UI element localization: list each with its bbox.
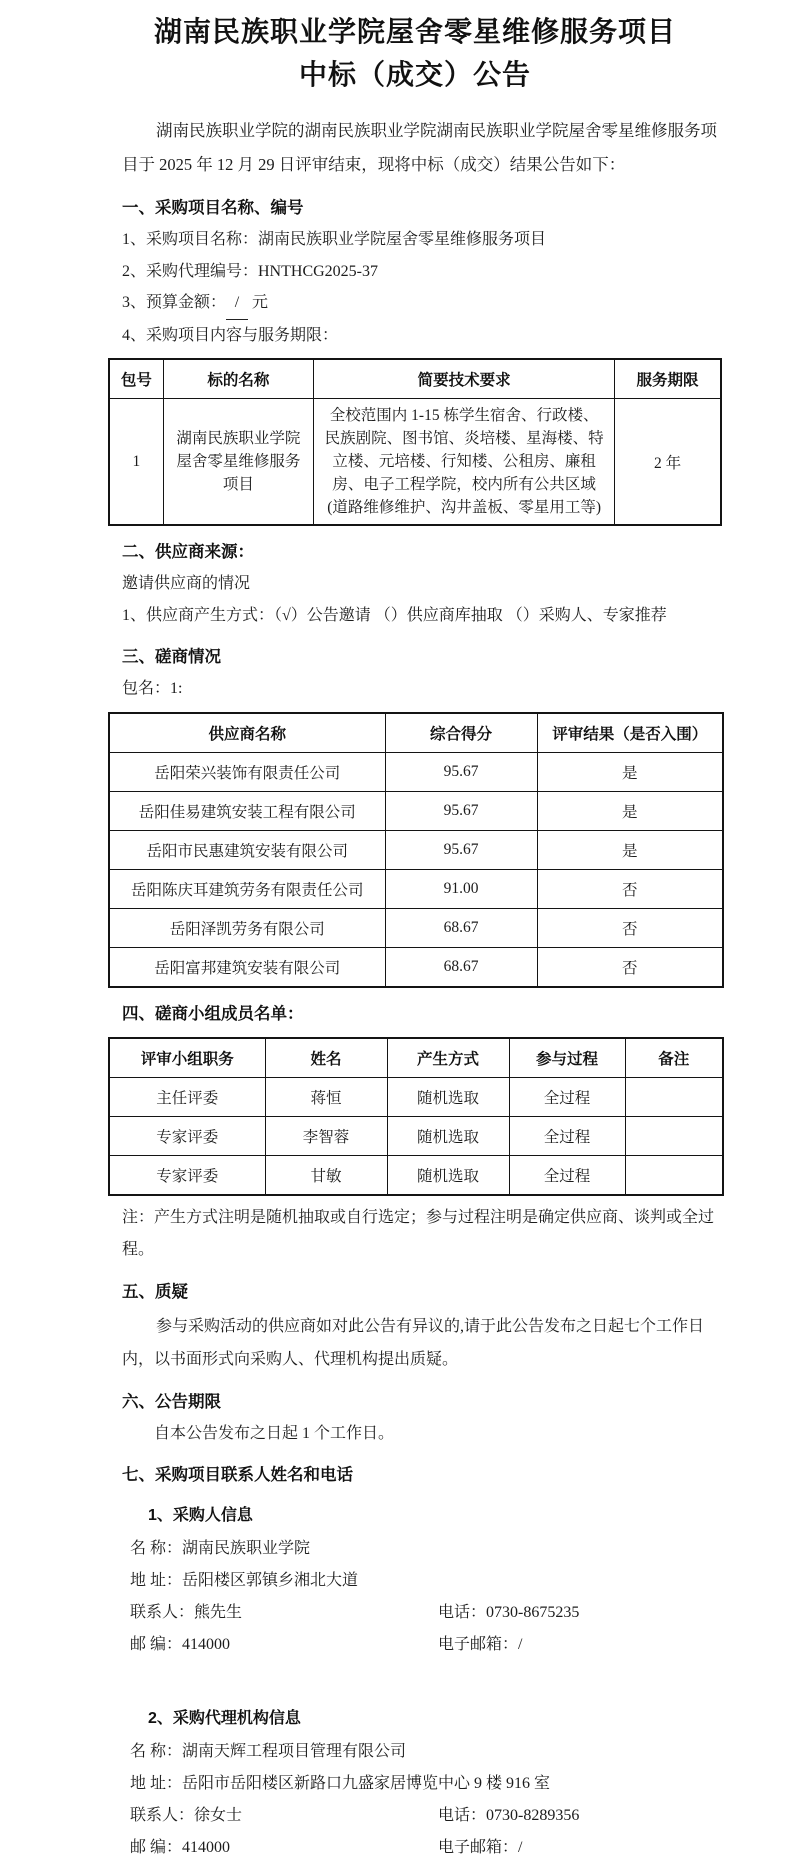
agency-address-row bbox=[130, 1768, 722, 1800]
cell-name: 甘敏 bbox=[265, 1155, 387, 1195]
agency-contact-row bbox=[130, 1800, 722, 1832]
col-header-duration: 服务期限 bbox=[615, 359, 721, 399]
table-header-row bbox=[109, 1038, 723, 1078]
agency-number-line: 2、采购代理编号：HNTHCG2025-37 bbox=[122, 262, 378, 280]
table-row bbox=[109, 752, 723, 791]
purchaser-email: 电子邮箱：/ bbox=[438, 1635, 523, 1653]
section4-heading: 四、磋商小组成员名单： bbox=[122, 1004, 304, 1023]
panel-note: 注：产生方式注明是随机抽取或自行选定；参与过程注明是确定供应商、谈判或全过程。 bbox=[122, 1208, 715, 1258]
col-header-result: 评审结果（是否入围） bbox=[537, 713, 723, 753]
supplier-method-line: 1、供应商产生方式：（√）公告邀请 （）供应商库抽取 （）采购人、专家推荐 bbox=[122, 606, 667, 624]
content-duration-line: 4、采购项目内容与服务期限： bbox=[122, 326, 339, 344]
cell-result: 否 bbox=[537, 908, 723, 947]
cell-supplier: 岳阳荣兴装饰有限责任公司 bbox=[109, 752, 385, 791]
col-header-participation: 参与过程 bbox=[509, 1038, 625, 1078]
col-header-role: 评审小组职务 bbox=[109, 1038, 265, 1078]
cell-participation: 全过程 bbox=[509, 1116, 625, 1155]
page-title-line2: 中标（成交）公告 bbox=[298, 59, 531, 90]
cell-result: 否 bbox=[537, 947, 723, 987]
objection-paragraph: 参与采购活动的供应商如对此公告有异议的,请于此公告发布之日起七个工作日内，以书面形式向采购人、代理机构提出质疑。 bbox=[122, 1317, 705, 1368]
cell-subject-name: 湖南民族职业学院屋舍零星维修服务项目 bbox=[163, 399, 313, 526]
announcement-period-line: 自本公告发布之日起 1 个工作日。 bbox=[154, 1424, 395, 1442]
section1-heading: 一、采购项目名称、编号 bbox=[122, 199, 304, 217]
budget-line bbox=[122, 287, 722, 320]
cell-supplier: 岳阳市民惠建筑安装有限公司 bbox=[109, 830, 385, 869]
cell-selection: 随机选取 bbox=[387, 1077, 509, 1116]
cell-remark bbox=[625, 1077, 723, 1116]
intro-paragraph: 湖南民族职业学院的湖南民族职业学院湖南民族职业学院屋舍零星维修服务项目于 2025 年 12 月 29 日评审结束，现将中标（成交）结果公告如下： bbox=[122, 121, 717, 174]
cell-duration: 2 年 bbox=[615, 399, 721, 526]
supplier-score-table bbox=[108, 712, 724, 988]
cell-score: 68.67 bbox=[385, 908, 537, 947]
table-row bbox=[109, 399, 721, 526]
table-header-row bbox=[109, 713, 723, 753]
cell-score: 95.67 bbox=[385, 830, 537, 869]
table-row bbox=[109, 947, 723, 987]
col-header-name: 姓名 bbox=[265, 1038, 387, 1078]
cell-remark bbox=[625, 1116, 723, 1155]
table-row bbox=[109, 1116, 723, 1155]
table-row bbox=[109, 869, 723, 908]
agency-phone: 电话：0730-8289356 bbox=[438, 1806, 580, 1824]
purchaser-postcode: 邮 编：414000 bbox=[130, 1635, 231, 1653]
agency-postcode-row bbox=[130, 1832, 722, 1864]
purchaser-postcode-row bbox=[130, 1629, 722, 1661]
col-header-remark: 备注 bbox=[625, 1038, 723, 1078]
purchaser-name-row bbox=[130, 1533, 722, 1565]
cell-participation: 全过程 bbox=[509, 1077, 625, 1116]
project-name-line: 1、采购项目名称：湖南民族职业学院屋舍零星维修服务项目 bbox=[122, 231, 547, 248]
purchaser-info-heading: 1、采购人信息 bbox=[148, 1506, 253, 1524]
cell-score: 91.00 bbox=[385, 869, 537, 908]
cell-requirements: 全校范围内 1-15 栋学生宿舍、行政楼、民族剧院、图书馆、炎培楼、星海楼、特立楼、元培楼、行知楼、公租房、廉租房、电子工程学院，校内所有公共区域(道路维修维护、沟井盖板、零星用工等) bbox=[314, 399, 615, 526]
cell-selection: 随机选取 bbox=[387, 1155, 509, 1195]
col-header-score: 综合得分 bbox=[385, 713, 537, 753]
table-row bbox=[109, 1155, 723, 1195]
cell-result: 否 bbox=[537, 869, 723, 908]
cell-supplier: 岳阳陈庆耳建筑劳务有限责任公司 bbox=[109, 869, 385, 908]
purchaser-phone: 电话：0730-8675235 bbox=[438, 1603, 580, 1621]
purchaser-name: 名 称：湖南民族职业学院 bbox=[130, 1539, 311, 1557]
cell-role: 主任评委 bbox=[109, 1077, 265, 1116]
section7-heading: 七、采购项目联系人姓名和电话 bbox=[122, 1465, 353, 1484]
evaluation-panel-table bbox=[108, 1037, 724, 1196]
cell-supplier: 岳阳佳易建筑安装工程有限公司 bbox=[109, 791, 385, 830]
cell-role: 专家评委 bbox=[109, 1116, 265, 1155]
col-header-package: 包号 bbox=[109, 359, 163, 399]
agency-contact: 联系人：徐女士 bbox=[130, 1806, 243, 1824]
page-title-line1: 湖南民族职业学院屋舍零星维修服务项目 bbox=[153, 16, 676, 47]
col-header-selection: 产生方式 bbox=[387, 1038, 509, 1078]
table-header-row bbox=[109, 359, 721, 399]
cell-supplier: 岳阳泽凯劳务有限公司 bbox=[109, 908, 385, 947]
purchaser-contact: 联系人：熊先生 bbox=[130, 1603, 243, 1621]
budget-value: / bbox=[226, 287, 248, 320]
section5-heading: 五、质疑 bbox=[122, 1282, 188, 1301]
cell-supplier: 岳阳富邦建筑安装有限公司 bbox=[109, 947, 385, 987]
agency-address: 地 址：岳阳市岳阳楼区新路口九盛家居博览中心 9 楼 916 室 bbox=[130, 1774, 551, 1792]
cell-selection: 随机选取 bbox=[387, 1116, 509, 1155]
agency-email: 电子邮箱：/ bbox=[438, 1838, 523, 1856]
cell-role: 专家评委 bbox=[109, 1155, 265, 1195]
table-row bbox=[109, 830, 723, 869]
agency-info-heading: 2、采购代理机构信息 bbox=[148, 1709, 301, 1727]
cell-name: 蒋恒 bbox=[265, 1077, 387, 1116]
cell-remark bbox=[625, 1155, 723, 1195]
section6-heading: 六、公告期限 bbox=[122, 1392, 221, 1411]
cell-participation: 全过程 bbox=[509, 1155, 625, 1195]
package-label: 包名：1: bbox=[122, 680, 183, 697]
section2-heading: 二、供应商来源： bbox=[122, 543, 254, 561]
agency-name: 名 称：湖南天辉工程项目管理有限公司 bbox=[130, 1742, 407, 1760]
budget-label: 3、预算金额： bbox=[122, 294, 227, 311]
budget-unit: 元 bbox=[252, 294, 269, 311]
cell-result: 是 bbox=[537, 752, 723, 791]
agency-name-row bbox=[130, 1736, 722, 1768]
col-header-supplier: 供应商名称 bbox=[109, 713, 385, 753]
table-row bbox=[109, 1077, 723, 1116]
section3-heading: 三、磋商情况 bbox=[122, 648, 221, 666]
cell-result: 是 bbox=[537, 791, 723, 830]
purchaser-address: 地 址：岳阳楼区郭镇乡湘北大道 bbox=[130, 1571, 359, 1589]
cell-score: 95.67 bbox=[385, 752, 537, 791]
agency-postcode: 邮 编：414000 bbox=[130, 1838, 231, 1856]
supplier-source-line: 邀请供应商的情况 bbox=[122, 575, 251, 592]
project-content-table bbox=[108, 358, 722, 526]
purchaser-contact-row bbox=[130, 1597, 722, 1629]
purchaser-address-row bbox=[130, 1565, 722, 1597]
cell-score: 95.67 bbox=[385, 791, 537, 830]
cell-result: 是 bbox=[537, 830, 723, 869]
col-header-requirements: 简要技术要求 bbox=[314, 359, 615, 399]
col-header-subject: 标的名称 bbox=[163, 359, 313, 399]
cell-score: 68.67 bbox=[385, 947, 537, 987]
table-row bbox=[109, 791, 723, 830]
cell-package-no: 1 bbox=[109, 399, 163, 526]
table-row bbox=[109, 908, 723, 947]
cell-name: 李智蓉 bbox=[265, 1116, 387, 1155]
